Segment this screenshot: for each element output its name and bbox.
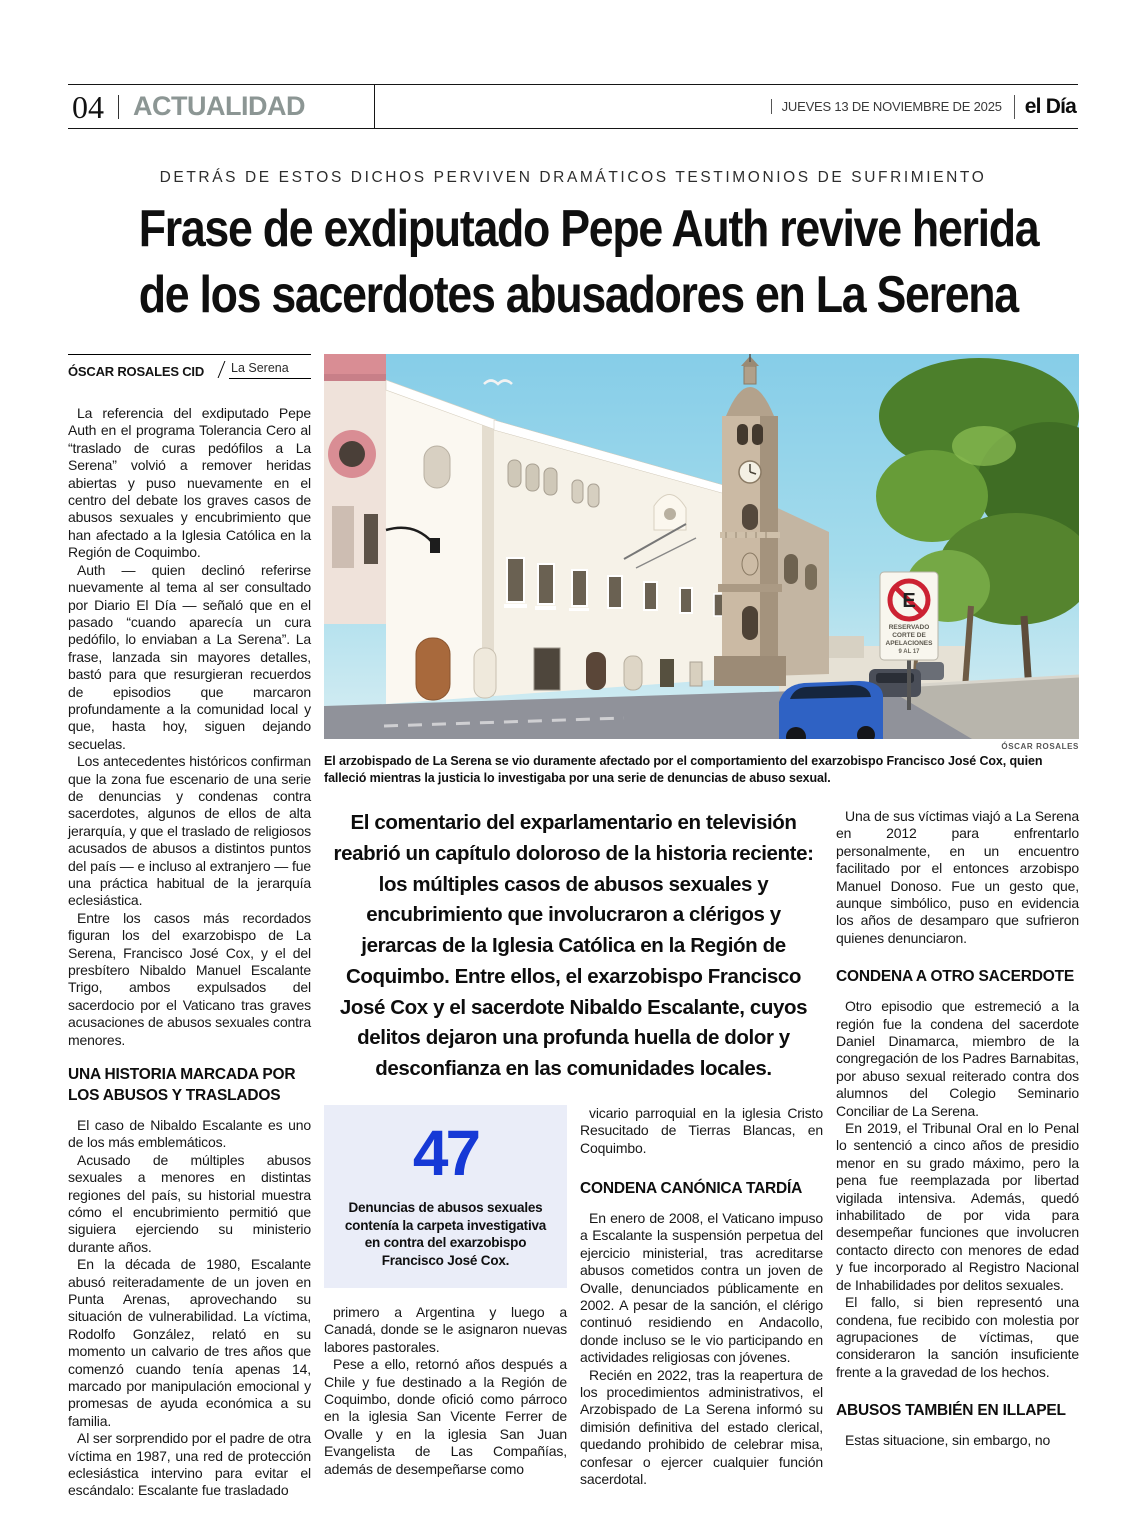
body-paragraph: El caso de Nibaldo Escalante es uno de los más emblemáticos.: [68, 1116, 311, 1151]
stat-caption: Denuncias de abusos sexuales contenía la carpeta investigativa en contra del exarzobispo Francisco José Cox.: [344, 1199, 547, 1269]
body-paragraph: vicario parroquial en la iglesia Cristo Resucitado de Tierras Blancas, en Coquimbo.: [580, 1104, 823, 1156]
photo-credit: ÓSCAR ROSALES: [1001, 742, 1079, 752]
headline: [68, 197, 1078, 328]
newspaper-logo: el Día: [1014, 95, 1076, 119]
lower-columns: [324, 808, 1079, 1488]
headline-line-1: Frase de exdiputado Pepe Auth revive herida: [138, 200, 1039, 258]
body-paragraph: Pese a ello, retornó años después a Chile y fue destinado a la Región de Coquimbo, donde ofició como párroco en la iglesia San Vicente Ferrer de Ovalle y en la iglesia San Juan Evangelista de Las Compañías, además de desempeñarse como: [324, 1356, 567, 1477]
stat-number: 47: [412, 1116, 479, 1189]
column-1-text: [68, 405, 311, 1500]
body-paragraph: Entre los casos más recordados figuran los del exarzobispo de La Serena, Francisco José Cox, y el del presbítero Nibaldo Manuel Escalante Trigo, ambos expulsados del sacerdocio por el Vaticano tras graves acusaciones de abusos sexuales contra menores.: [68, 909, 311, 1048]
page-header: [68, 84, 1078, 129]
sign-line-1: RESERVADO: [888, 624, 930, 632]
photo-caption: El arzobispado de La Serena se vio duramente afectado por el comportamiento del exarzobispo Francisco José Cox, quien falleció mientras la justicia lo investigaba por una serie de denuncias de abuso sexual.: [324, 754, 1043, 785]
column-4: [836, 808, 1079, 1488]
header-vertical-rule: [374, 85, 375, 128]
header-right: [771, 95, 1078, 119]
headline-line-2: de los sacerdotes abusadores en La Serena: [138, 265, 1018, 324]
body-paragraph: En enero de 2008, el Vaticano impuso a Escalante la suspensión perpetua del ejercicio ministerial, tras acreditarse abusos cometidos contra un joven de Ovalle, denunciados públicamente en 2002. A pesar de la sanción, el clérigo continuó residiendo en Andacollo, donde incluso se le vio participando en actividades religiosas con jóvenes.: [580, 1209, 823, 1366]
body-paragraph: Los antecedentes históricos confirman que la zona fue escenario de una serie de denuncias y condenas contra sacerdotes, algunos de ellos de alta jerarquía, y que el traslado de religiosos acusados de abusos a distintos puntos del país — e incluso al extranjero — fue una práctica habitual de la jerarquía eclesiástica.: [68, 753, 311, 909]
column-2-text: [324, 1304, 567, 1478]
body-paragraph: Estas situacione, sin embargo, no: [845, 1432, 1051, 1449]
sign-line-4: 9 AL 17: [898, 649, 920, 656]
kicker: DETRÁS DE ESTOS DICHOS PERVIVEN DRAMÁTICOS TESTIMONIOS DE SUFRIMIENTO: [159, 169, 987, 186]
body-paragraph: En 2019, el Tribunal Oral en lo Penal lo sentenció a cinco años de presidio menor en su grado máximo, pero la pena fue reemplazada por libertad vigilada intensiva. Además, quedó inhabilitado de por vida para desempeñar funciones que involucren contacto directo con menores de edad y fue incorporado al Registro Nacional de Inhabilidades por delitos sexuales.: [836, 1120, 1079, 1293]
section-title: ACTUALIDAD: [133, 91, 305, 121]
pull-quote: El comentario del exparlamentario en televisión reabrió un capítulo doloroso de la historia reciente: los múltiples casos de abusos sexuales y encubrimiento que involucraron a clérigos y jerarcas de la Iglesia Católica en la Región de Coquimbo. Entre ellos, el exarzobispo Francisco José Cox y el sacerdote Nibaldo Escalante, cuyos delitos dejaron una profunda huella de dolor y desconfianza en las comunidades locales.: [333, 811, 814, 1081]
byline: [68, 354, 311, 379]
article-body: [68, 354, 1078, 1500]
header-left: [68, 88, 305, 125]
column-3: [580, 1105, 823, 1489]
byline-author: ÓSCAR ROSALES CID: [68, 364, 205, 380]
column-1: [68, 354, 311, 1500]
subhead-historia-marcada: UNA HISTORIA MARCADA POR LOS ABUSOS Y TRASLADOS: [68, 1066, 296, 1104]
header-divider: [118, 95, 119, 119]
sign-line-2: CORTE DE: [892, 632, 926, 640]
body-paragraph: Recién en 2022, tras la reapertura de los procedimientos administrativos, el Arzobispado de La Serena informó su dimisión definitiva del estado clerical, quedando prohibido de celebrar misa, confesar o ejercer cualquier función sacerdotal.: [580, 1366, 823, 1488]
center-two-columns: [324, 808, 823, 1488]
photo-illustration: [324, 354, 1079, 739]
body-paragraph: La referencia del exdiputado Pepe Auth en el programa Tolerancia Cero al “traslado de curas pedófilos a La Serena” volvió a remover heridas abiertas y puso nuevamente en el centro del debate los graves casos de abusos sexuales y encubrimiento que han afectado a la Iglesia Católica en la Región de Coquimbo.: [68, 405, 311, 561]
sign-line-3: APELACIONES: [885, 640, 933, 648]
body-paragraph: Auth — quien declinó referirse nuevamente al tema al ser consultado por Diario El Día — señaló que en el pasado “cuando aparecía un cura pedófilo, lo enviaban a La Serena”. La frase, lanzada sin mayores detalles, bastó para que resurgieran recuerdos de episodios que marcaron profundamente a la comunidad local y que, hasta hoy, siguen dejando secuelas.: [68, 561, 311, 752]
right-zone: [324, 354, 1079, 1500]
pink-building: [324, 354, 386, 624]
subhead-condena-canonica: CONDENA CANÓNICA TARDÍA: [580, 1180, 803, 1197]
body-paragraph: primero a Argentina y luego a Canadá, donde se le asignaron nuevas labores pastorales.: [324, 1304, 567, 1355]
body-paragraph: Acusado de múltiples abusos sexuales a menores en distintas regiones del país, su historial muestra cómo el encubrimiento permitió que siguiera ejerciendo su ministerio durante años.: [68, 1151, 311, 1255]
subhead-abusos-illapel: ABUSOS TAMBIÉN EN ILLAPEL: [836, 1402, 1066, 1420]
lead-photo: [324, 354, 1079, 786]
body-paragraph: Al ser sorprendido por el padre de otra víctima en 1987, una red de protección eclesiástica intervino para evitar el escándalo: Escalante fue trasladado: [68, 1430, 311, 1499]
byline-slash-icon: [208, 361, 226, 378]
body-paragraph: Una de sus víctimas viajó a La Serena en 2012 para enfrentarlo personalmente, en un encuentro facilitado por el entonces arzobispo Manuel Donoso. Fue un gesto que, aunque simbólico, puso en evidencia los años de desamparo que sufrieron quienes denunciaron.: [836, 808, 1079, 946]
stat-box: [324, 1105, 567, 1288]
edition-date: JUEVES 13 DE NOVIEMBRE DE 2025: [771, 99, 1002, 114]
page-number: 04: [72, 88, 104, 125]
body-paragraph: En la década de 1980, Escalante abusó reiteradamente de un joven en Punta Arenas, aprovechando su situación de vulnerabilidad. La víctima, Rodolfo González, relató en su momento un calvario de tres años que comenzó cuando tenía apenas 14, marcado por manipulación emocional y promesas de ayuda económica a su familia.: [68, 1256, 311, 1429]
subhead-condena-otro-sacerdote: CONDENA A OTRO SACERDOTE: [836, 968, 1075, 986]
sign-letter: E: [902, 590, 916, 613]
body-paragraph: Otro episodio que estremeció a la región fue la condena del sacerdote Daniel Dinamarca, miembro de la congregación de los Padres Barnabitas, por abuso sexual reiterado contra dos alumnos del Colegio Seminario Conciliar de La Serena.: [836, 998, 1079, 1119]
body-paragraph: El fallo, si bien representó una condena, fue recibido con molestia por agrupaciones de víctimas, que consideraron la sanción insuficiente frente a la gravedad de los hechos.: [836, 1294, 1079, 1380]
column-2: [324, 1105, 567, 1489]
byline-location: La Serena: [229, 361, 311, 379]
